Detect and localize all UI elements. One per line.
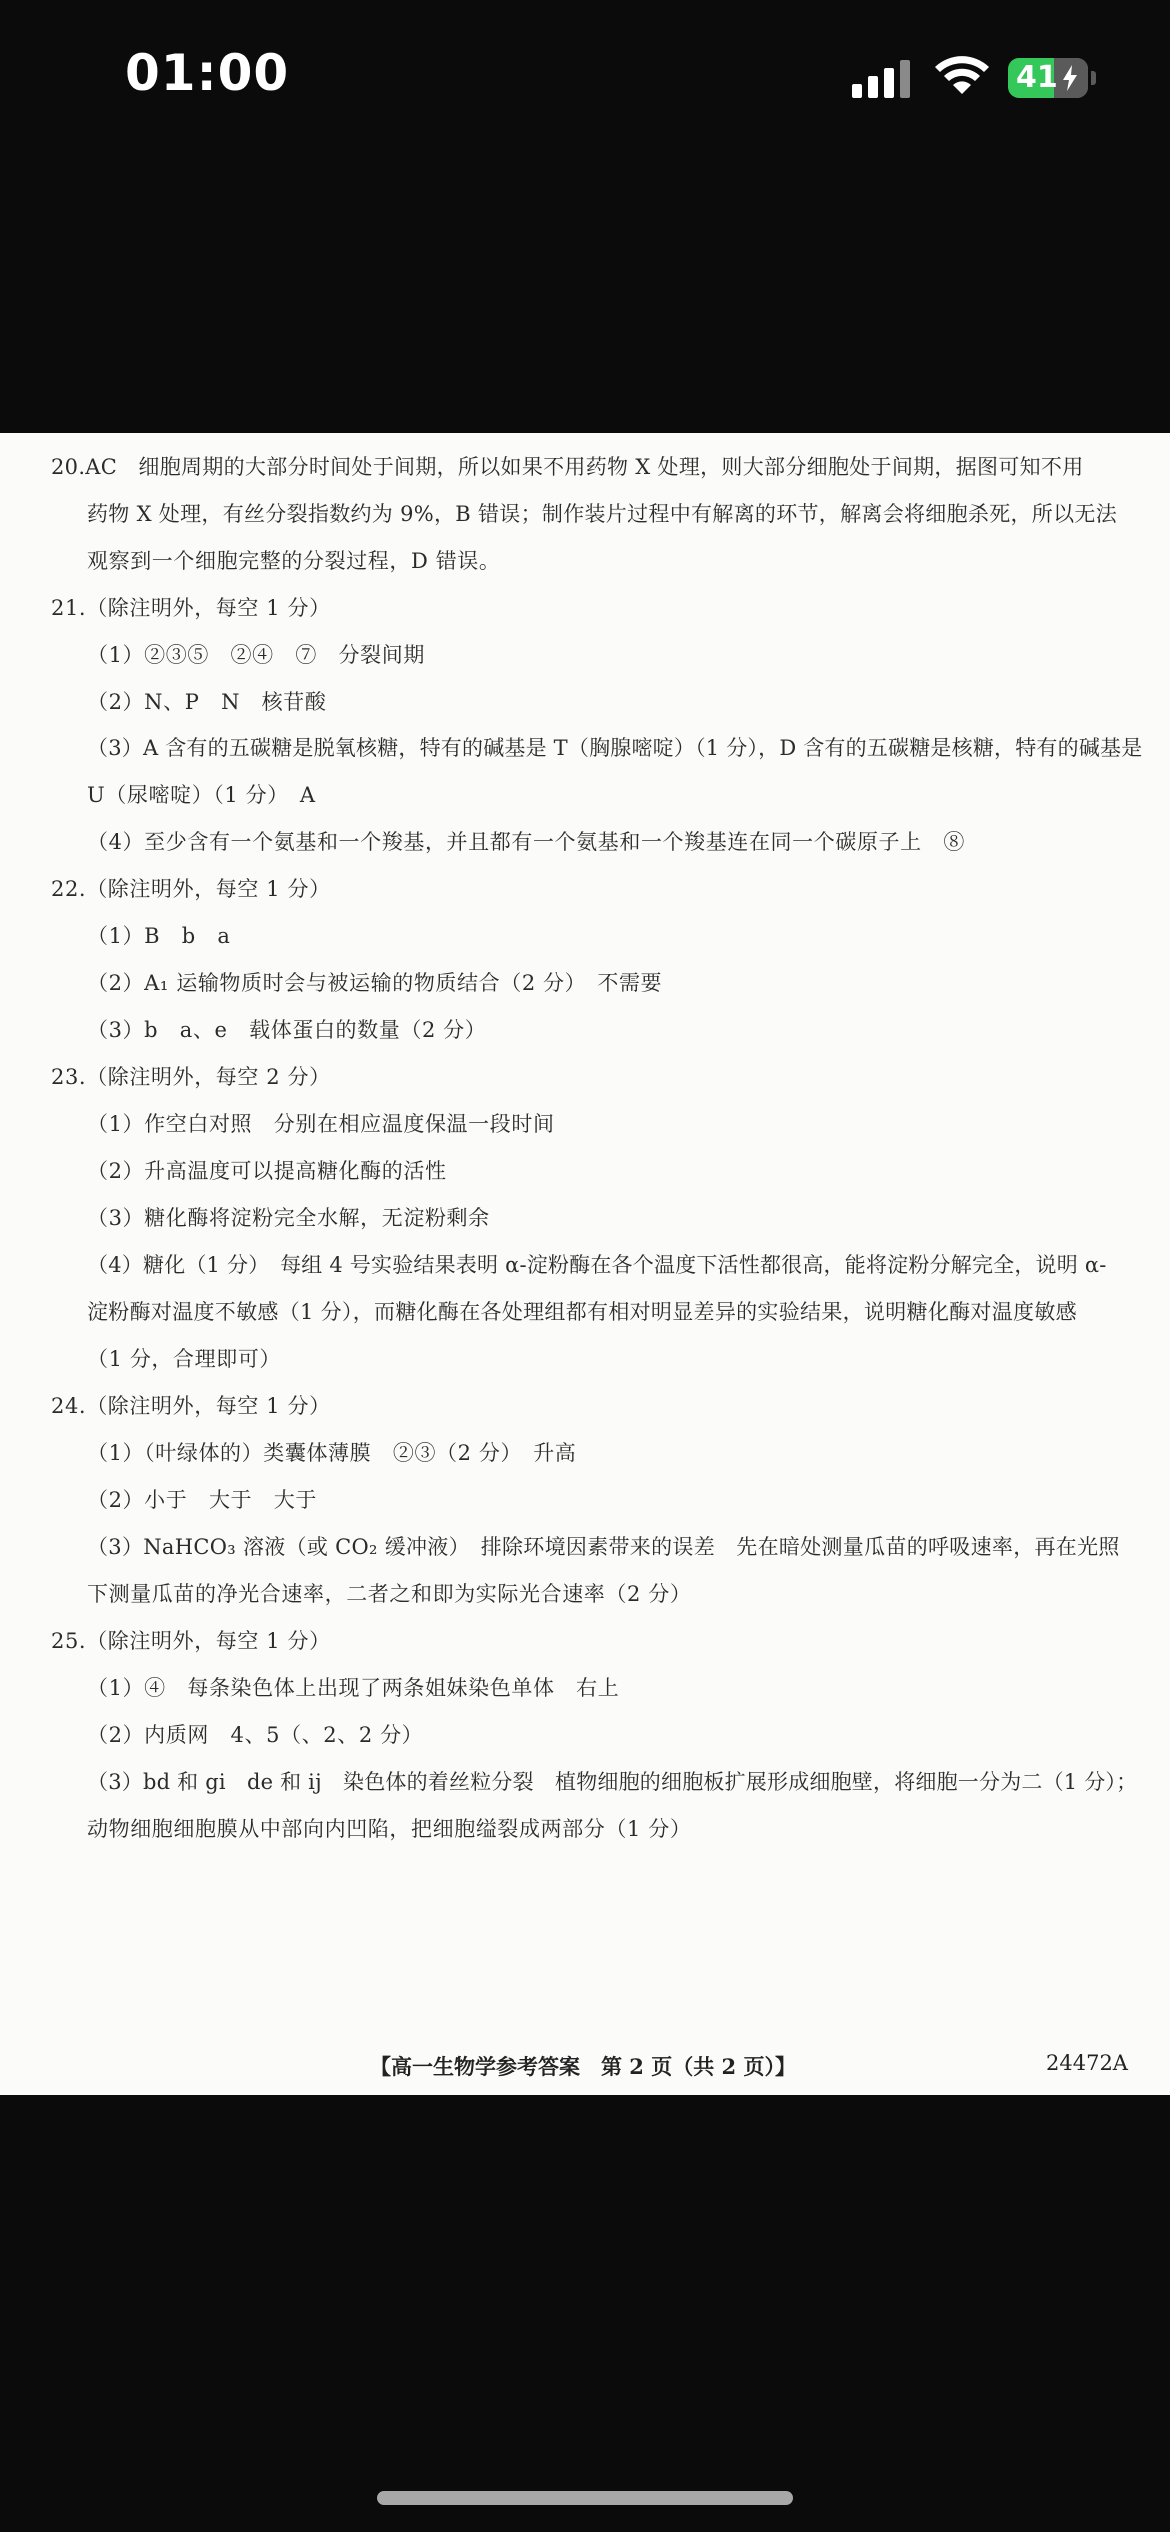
answer-23-4-line-3: （1 分，合理即可） (87, 1347, 282, 1371)
answer-25-2: （2）内质网 4、5（、2、2 分） (87, 1723, 424, 1747)
status-time: 01:00 (125, 44, 290, 102)
status-bar (0, 0, 1170, 150)
answer-20-line-2: 药物 X 处理，有丝分裂指数约为 9%，B 错误；制作装片过程中有解离的环节，解离会将细胞杀死，所以无法 (87, 502, 1117, 526)
answer-23-4-line-2: 淀粉酶对温度不敏感（1 分），而糖化酶在各处理组都有相对明显差异的实验结果，说明糖化酶对温度敏感 (87, 1300, 1077, 1324)
answer-20-line-1: 20.AC 细胞周期的大部分时间处于间期，所以如果不用药物 X 处理，则大部分细胞处于间期，据图可知不用 (51, 455, 1084, 479)
answer-25-3-line-2: 动物细胞细胞膜从中部向内凹陷，把细胞缢裂成两部分（1 分） (87, 1817, 692, 1841)
page-footer-code: 24472A (1046, 2051, 1128, 2075)
battery-level: 41 (1016, 60, 1058, 95)
answer-24-2: （2）小于 大于 大于 (87, 1488, 317, 1512)
wifi-icon (935, 56, 989, 96)
answer-21-3-line-2: U（尿嘧啶）（1 分） A (87, 783, 316, 807)
answer-21-4: （4）至少含有一个氨基和一个羧基，并且都有一个氨基和一个羧基连在同一个碳原子上 ⑧ (87, 830, 965, 854)
answer-24-3-line-2: 下测量瓜苗的净光合速率，二者之和即为实际光合速率（2 分） (87, 1582, 692, 1606)
question-21-header: 21.（除注明外，每空 1 分） (51, 596, 331, 620)
answer-23-2: （2）升高温度可以提高糖化酶的活性 (87, 1159, 447, 1183)
question-22-header: 22.（除注明外，每空 1 分） (51, 877, 331, 901)
answer-24-1: （1）（叶绿体的）类囊体薄膜 ②③（2 分） 升高 (87, 1441, 577, 1465)
answer-22-1: （1）B b a (87, 924, 231, 948)
answer-24-3-line-1: （3）NaHCO₃ 溶液（或 CO₂ 缓冲液） 排除环境因素带来的误差 先在暗处测量瓜苗的呼吸速率，再在光照 (87, 1535, 1120, 1559)
question-25-header: 25.（除注明外，每空 1 分） (51, 1629, 331, 1653)
answer-23-3: （3）糖化酶将淀粉完全水解，无淀粉剩余 (87, 1206, 490, 1230)
cellular-signal-icon (852, 58, 914, 98)
answer-21-3-line-1: （3）A 含有的五碳糖是脱氧核糖，特有的碱基是 T（胸腺嘧啶）（1 分），D 含有的五碳糖是核糖，特有的碱基是 (87, 736, 1143, 760)
answer-23-1: （1）作空白对照 分别在相应温度保温一段时间 (87, 1112, 555, 1136)
answer-21-1: （1）②③⑤ ②④ ⑦ 分裂间期 (87, 643, 425, 667)
answer-21-2: （2）N、P N 核苷酸 (87, 690, 327, 714)
charging-bolt-icon (1062, 65, 1078, 91)
battery-charging-icon (1008, 58, 1088, 98)
answer-key-page (0, 433, 1170, 2095)
question-23-header: 23.（除注明外，每空 2 分） (51, 1065, 331, 1089)
answer-20-line-3: 观察到一个细胞完整的分裂过程，D 错误。 (87, 549, 501, 573)
answer-23-4-line-1: （4）糖化（1 分） 每组 4 号实验结果表明 α-淀粉酶在各个温度下活性都很高，能将淀粉分解完全，说明 α- (87, 1253, 1107, 1277)
answer-25-1: （1）④ 每条染色体上出现了两条姐妹染色单体 右上 (87, 1676, 620, 1700)
question-24-header: 24.（除注明外，每空 1 分） (51, 1394, 331, 1418)
answer-22-3: （3）b a、e 载体蛋白的数量（2 分） (87, 1018, 487, 1042)
answer-22-2: （2）A₁ 运输物质时会与被运输的物质结合（2 分） 不需要 (87, 971, 663, 995)
battery-cap (1091, 71, 1096, 85)
page-footer-title: 【高一生物学参考答案 第 2 页（共 2 页）】 (370, 2054, 796, 2079)
home-indicator[interactable] (377, 2491, 793, 2505)
answer-25-3-line-1: （3）bd 和 gi de 和 ij 染色体的着丝粒分裂 植物细胞的细胞板扩展形成细胞壁，将细胞一分为二（1 分）； (87, 1770, 1138, 1794)
